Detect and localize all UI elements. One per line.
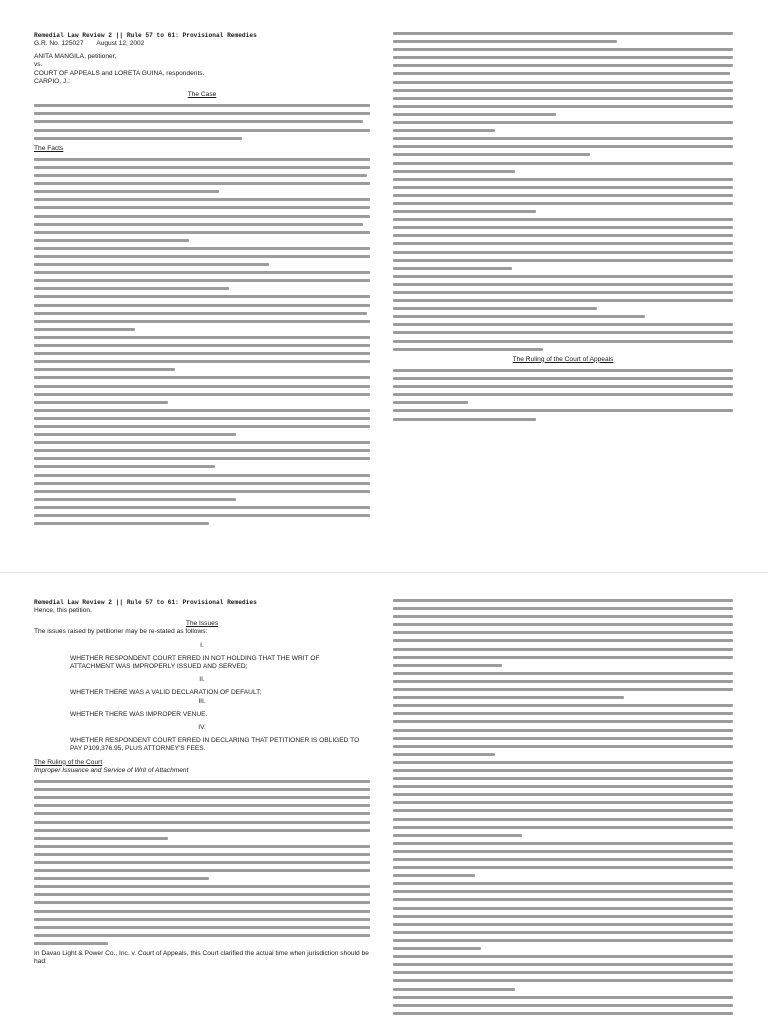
document-page-2 <box>0 572 768 1025</box>
paragraph-ruling-1 <box>34 780 370 840</box>
paragraph-facts-7 <box>34 376 370 403</box>
case-number-line <box>34 40 370 48</box>
paragraph-facts-6 <box>34 336 370 371</box>
paragraph-davao-intro: In Davao Light & Power Co., Inc. v. Court of Appeals, this Court clarified the actual time when jurisdiction should be had: <box>34 950 369 966</box>
paragraph-facts-20 <box>393 315 733 318</box>
paragraph-facts-16 <box>393 162 733 173</box>
paragraph-facts-1 <box>34 158 370 193</box>
paragraph-ruling-3 <box>34 885 370 945</box>
paragraph-ruling-7 <box>393 761 733 837</box>
section-heading-the-case: The Case <box>187 91 217 99</box>
paragraph-ruling-ca-1 <box>393 369 733 404</box>
paragraph-facts-19 <box>393 275 733 310</box>
page-1-left-column <box>34 32 370 572</box>
issue-4-text: WHETHER RESPONDENT COURT ERRED IN DECLARING THAT PETITIONER IS OBLIGED TO PAY P109,376.95, PLUS ATTORNEY'S FEES. <box>70 737 360 753</box>
paragraph-ruling-6 <box>393 704 733 756</box>
issue-4-numeral: IV. <box>198 724 206 732</box>
issue-2-text: WHETHER THERE WAS A VALID DECLARATION OF DEFAULT; <box>70 689 262 697</box>
issue-3-numeral: III. <box>198 697 206 705</box>
running-header: Remedial Law Review 2 || Rule 57 to 61: Provisional Remedies <box>34 599 257 606</box>
paragraph-facts-13 <box>393 48 733 116</box>
paragraph-facts-3 <box>34 247 370 266</box>
section-heading-ruling-ca: The Ruling of the Court of Appeals <box>512 355 614 363</box>
paragraph-ruling-10 <box>393 955 733 990</box>
paragraph-ruling-4 <box>393 599 733 667</box>
section-heading-the-issues: The Issues <box>185 620 219 628</box>
petitioner-name: ANITA MANGILA, petitioner, <box>34 53 117 61</box>
paragraph-ruling-9 <box>393 882 733 950</box>
paragraph-ruling-ca-2 <box>393 409 733 420</box>
issues-intro: The issues raised by petitioner may be re-stated as follows: <box>34 628 208 636</box>
paragraph-ruling-2 <box>34 845 370 880</box>
issue-2-numeral: II. <box>199 676 205 684</box>
paragraph-ruling-11 <box>393 996 733 1015</box>
gr-number: G.R. No. 125027 <box>34 40 84 47</box>
page-2-left-column <box>34 599 370 1025</box>
running-header: Remedial Law Review 2 || Rule 57 to 61: Provisional Remedies <box>34 32 257 39</box>
decision-date: August 12, 2002 <box>96 40 145 47</box>
paragraph-ruling-5 <box>393 672 733 699</box>
respondents-name: COURT OF APPEALS and LORETA GUINA, respondents. <box>34 69 205 77</box>
ponente: CARPIO, J.: <box>34 77 70 85</box>
paragraph-facts-4 <box>34 271 370 290</box>
paragraph-facts-9 <box>34 441 370 468</box>
paragraph-facts-12 <box>393 32 733 43</box>
page-1-right-column <box>393 32 733 572</box>
paragraph-facts-15 <box>393 137 733 156</box>
paragraph-facts-11 <box>34 506 370 525</box>
paragraph-facts-5 <box>34 295 370 330</box>
subheading-improper-issuance: Improper Issuance and Service of Writ of Attachment <box>34 766 189 774</box>
paragraph-facts-18 <box>393 218 733 270</box>
paragraph-case-summary <box>34 104 370 139</box>
paragraph-facts-8 <box>34 409 370 436</box>
paragraph-facts-10 <box>34 474 370 501</box>
hence-line: Hence, this petition. <box>34 607 92 614</box>
versus: vs. <box>34 61 43 69</box>
issue-3-text: WHETHER THERE WAS IMPROPER VENUE. <box>70 710 208 718</box>
paragraph-facts-2 <box>34 198 370 241</box>
page-2-right-column <box>393 599 733 1025</box>
issue-1-text: WHETHER RESPONDENT COURT ERRED IN NOT HOLDING THAT THE WRIT OF ATTACHMENT WAS IMPROPERLY ISSUED AND SERVED; <box>70 654 320 671</box>
issue-1-numeral: I. <box>200 641 204 649</box>
section-heading-the-facts: The Facts <box>34 144 64 152</box>
section-heading-ruling-court: The Ruling of the Court <box>34 758 103 766</box>
paragraph-ruling-8 <box>393 842 733 877</box>
paragraph-facts-14 <box>393 121 733 132</box>
paragraph-facts-17 <box>393 178 733 213</box>
paragraph-facts-21 <box>393 323 733 350</box>
